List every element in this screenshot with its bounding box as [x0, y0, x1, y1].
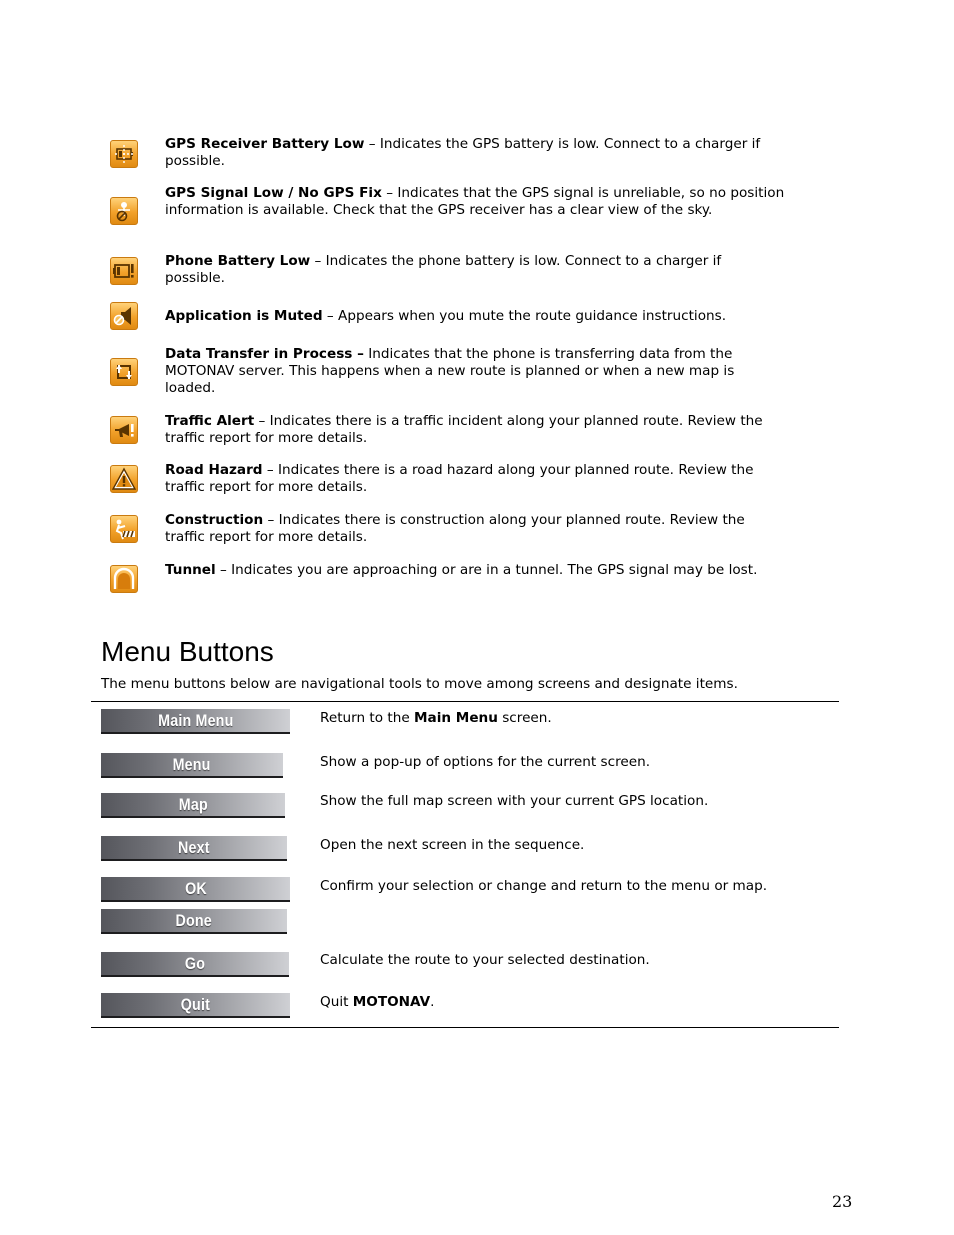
data-transfer-icon — [110, 358, 138, 386]
menu-description: Show a pop-up of options for the current screen. — [320, 754, 651, 770]
status-description: GPS Receiver Battery Low – Indicates the GPS battery is low. Connect to a charger if possible. — [165, 136, 761, 169]
status-description: Road Hazard – Indicates there is a road hazard along your planned route. Review the traffic report for more details. — [165, 462, 754, 495]
status-title: Phone Battery Low — [165, 253, 311, 269]
tunnel-icon — [110, 565, 138, 593]
status-title: Data Transfer in Process – — [165, 346, 364, 362]
status-description: Traffic Alert – Indicates there is a traffic incident along your planned route. Review the traffic report for more details. — [165, 413, 763, 446]
gps-signal-low-icon — [110, 197, 138, 225]
menu-button[interactable]: Menu — [101, 753, 283, 778]
quit-button[interactable]: Quit — [101, 993, 290, 1018]
go-description: Calculate the route to your selected destination. — [320, 952, 650, 968]
status-title: Road Hazard — [165, 462, 263, 478]
muted-speaker-icon — [110, 302, 138, 330]
main-menu-button[interactable]: Main Menu — [101, 709, 290, 734]
status-title: Tunnel — [165, 562, 216, 578]
main-menu-description: Return to the Main Menu screen. — [320, 710, 552, 726]
status-description: GPS Signal Low / No GPS Fix – Indicates that the GPS signal is unreliable, so no position information is available. Check that the GPS receiver has a clear view of the sky. — [165, 185, 785, 218]
page-number: 23 — [832, 1192, 853, 1211]
road-hazard-icon — [110, 465, 138, 493]
status-description: Construction – Indicates there is construction along your planned route. Review the traffic report for more details. — [165, 512, 745, 545]
table-bottom-rule — [91, 1027, 839, 1028]
ok-description: Confirm your selection or change and return to the menu or map. — [320, 878, 768, 894]
next-button[interactable]: Next — [101, 836, 287, 861]
status-title: Application is Muted — [165, 308, 323, 324]
status-description: Phone Battery Low – Indicates the phone battery is low. Connect to a charger if possible. — [165, 253, 722, 286]
construction-icon — [110, 515, 138, 543]
phone-battery-low-icon — [110, 257, 138, 285]
status-title: Traffic Alert — [165, 413, 255, 429]
next-description: Open the next screen in the sequence. — [320, 837, 585, 853]
map-button[interactable]: Map — [101, 793, 285, 818]
quit-description: Quit MOTONAV. — [320, 994, 435, 1010]
menu-buttons-table — [91, 702, 839, 1027]
gps-battery-low-icon — [110, 140, 138, 168]
status-title: GPS Signal Low / No GPS Fix — [165, 185, 382, 201]
done-button[interactable]: Done — [101, 909, 287, 934]
section-intro: The menu buttons below are navigational tools to move among screens and designate items. — [101, 676, 738, 692]
status-description: Data Transfer in Process – Indicates that the phone is transferring data from the MOTONAV server. This happens when a new route is planned or when a new map is loaded. — [165, 346, 735, 396]
traffic-alert-icon — [110, 416, 138, 444]
status-title: Construction — [165, 512, 264, 528]
status-description: Tunnel – Indicates you are approaching or are in a tunnel. The GPS signal may be lost. — [165, 562, 758, 578]
go-button[interactable]: Go — [101, 952, 289, 977]
status-description: Application is Muted – Appears when you mute the route guidance instructions. — [165, 308, 727, 324]
ok-button[interactable]: OK — [101, 877, 290, 902]
map-description: Show the full map screen with your current GPS location. — [320, 793, 709, 809]
status-title: GPS Receiver Battery Low — [165, 136, 365, 152]
section-title: Menu Buttons — [101, 636, 274, 667]
